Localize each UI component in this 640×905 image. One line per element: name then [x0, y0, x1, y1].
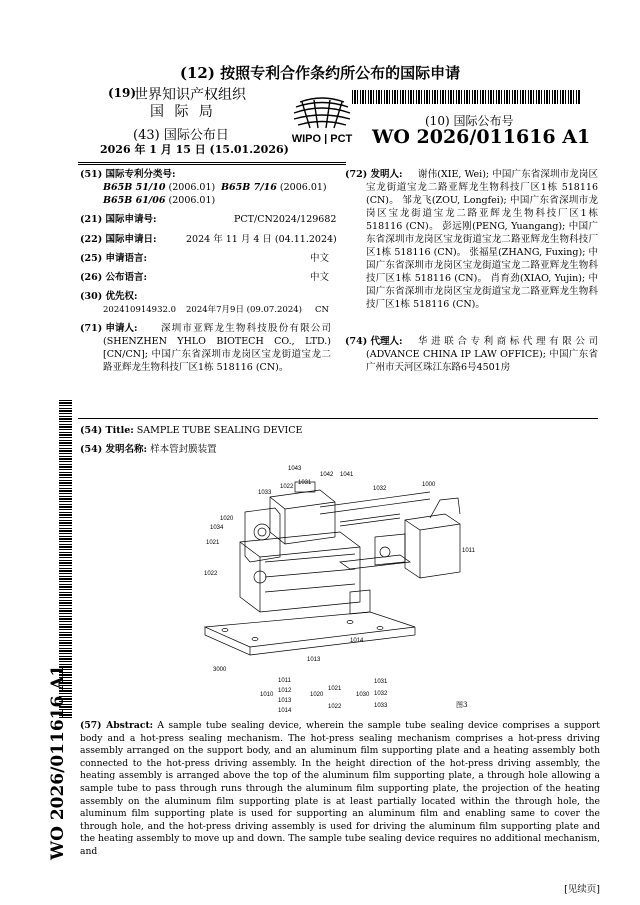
f26-label: (26) 公布语言:	[80, 272, 148, 283]
abstract	[80, 720, 600, 859]
rule-title	[78, 418, 598, 419]
f26-value: 中文	[310, 272, 330, 283]
support-body	[240, 532, 360, 612]
fig-label-1032: 1032	[373, 486, 387, 492]
legend-1030: 1030	[356, 692, 370, 698]
abstract-text: A sample tube sealing device, wherein the sample tube sealing device comprises a support body and a hot-press sealing mechanism. The hot-press sealing mechanism comprises a hot-press driving assembly arranged on the support body, and an aluminum film supporting plate and a heating assembly both connected to the hot-press driving assembly. In the height direction of the hot-press driving assembly, the heating assembly is arranged above the top of the aluminum film supporting plate, a through hole allowing a sample tube to pass through runs through the aluminum film supporting plate, the projection of the heating assembly on the aluminum film supporting plate is at least partially located within the through hole, the aluminum film supporting plate is used for supporting an aluminum film and enabling same to cover the through hole, and the hot-press driving assembly is used for driving the aluminum film supporting plate and the heating assembly to move up and down. The sample tube sealing device requires no additional mechanism, and	[80, 720, 601, 857]
fig-label-1013: 1013	[307, 657, 321, 662]
org-bureau: 国 际 局	[150, 104, 216, 120]
f51-c3: B65B 61/06	[103, 195, 166, 206]
fig-label-1014: 1014	[350, 638, 364, 644]
f54-cn-value: 样本管封膜装置	[150, 444, 217, 455]
f74-text: 华进联合专利商标代理有限公司 (ADVANCE CHINA IP LAW OFFICE); 中国广东省广州市天河区珠江东路6号4501房	[366, 336, 598, 373]
f22-label: (22) 国际申请日:	[80, 234, 157, 245]
f21-label: (21) 国际申请号:	[80, 214, 157, 225]
fig-label-1042: 1042	[320, 472, 334, 478]
fig-label-1031: 1031	[298, 480, 312, 486]
rule-left-2	[78, 164, 346, 165]
f30-cc: CN	[315, 305, 329, 315]
f51-c1: B65B 51/10	[103, 182, 166, 193]
f74-label: (74) 代理人:	[345, 336, 403, 347]
fig-label-1043: 1043	[288, 466, 302, 472]
fig-label-1000: 1000	[422, 482, 436, 488]
vertical-pubno: WO 2026/011616 A1	[48, 664, 68, 860]
fig-label-3000: 3000	[213, 667, 227, 673]
f51-c2: B65B 7/16	[221, 182, 277, 193]
f25-value: 中文	[310, 253, 330, 264]
fig-label-1020: 1020	[220, 516, 234, 522]
f30-no: 202410914932.0	[103, 305, 177, 315]
org-name: 世界知识产权组织	[134, 87, 246, 103]
device-drawing	[200, 462, 500, 662]
f72-label: (72) 发明人:	[345, 169, 403, 180]
f51-c3y: (2006.01)	[168, 195, 216, 206]
fig-label-1022-top: 1033	[258, 490, 272, 496]
f54-en-value: SAMPLE TUBE SEALING DEVICE	[136, 425, 303, 436]
pubdate-value: 2026 年 1 月 15 日 (15.01.2026)	[100, 143, 289, 156]
legend-1020-items: 1021 1022	[328, 686, 342, 710]
f25-label: (25) 申请语言:	[80, 253, 148, 264]
f54-cn-label: (54) 发明名称:	[80, 444, 148, 455]
legend-1010: 1010	[260, 692, 274, 698]
fig-label-1011: 1011	[462, 548, 475, 554]
fig-label-1021: 1021	[206, 540, 220, 546]
fig-label-1022: 1022	[204, 571, 218, 577]
pubno-label: (10) 国际公布号	[425, 114, 514, 128]
fig-label-1041: 1041	[340, 472, 354, 478]
rule-left	[78, 162, 346, 163]
legend-1010-items: 1011 1012 1013 1014	[278, 678, 292, 714]
f71-label: (71) 申请人:	[80, 323, 138, 334]
org-number: (19)	[108, 86, 137, 100]
f30-date: 2024年7月9日 (09.07.2024)	[186, 305, 302, 315]
f54-en-label: (54) Title:	[80, 425, 134, 436]
fig-number: 图3	[456, 701, 468, 709]
f71-text: 深圳市亚辉龙生物科技股份有限公司(SHENZHEN YHLO BIOTECH CO., LTD.) [CN/CN]; 中国广东省深圳市龙岗区宝龙街道宝龙二路亚辉龙生物科技厂区1栋 518116 (CN)。	[103, 323, 331, 373]
legend-1020: 1020	[310, 692, 324, 698]
f51-label: (51) 国际专利分类号:	[80, 169, 176, 180]
abstract-label: (57) Abstract:	[80, 720, 154, 731]
wipo-text: WIPO | PCT	[291, 133, 353, 144]
page-title: (12) 按照专利合作条约所公布的国际申请	[179, 64, 461, 82]
f51-c2y: (2006.01)	[279, 182, 327, 193]
pubno-value: WO 2026/011616 A1	[372, 126, 591, 148]
f22-value: 2024 年 11 月 4 日 (04.11.2024)	[186, 234, 337, 245]
legend-1030-items: 1031 1032 1033	[374, 679, 388, 709]
f30-label: (30) 优先权:	[80, 291, 138, 302]
f72-text: 谢伟(XIE, Wei); 中国广东省深圳市龙岗区宝龙街道宝龙二路亚辉龙生物科技厂区1栋 518116 (CN)。 邹龙飞(ZOU, Longfei); 中国广东省深圳市龙岗区宝龙街道宝龙二路亚辉龙生物科技厂区1栋 518116 (CN)。 彭远刚(PENG, Yuangang); 中国广东省深圳市龙岗区宝龙街道宝龙二路亚辉龙生物科技厂区1栋 518116 (CN)。 张福星(ZHANG, Fuxing); 中国广东省深圳市龙岗区宝龙街道宝龙二路亚辉龙生物科技厂区1栋 518116 (CN)。 肖育劲(XIAO, Yujin); 中国广东省深圳市龙岗区宝龙街道宝龙二路亚辉龙生物科技厂区1栋 518116 (CN)。	[366, 169, 598, 310]
base-plate	[205, 612, 415, 647]
pubdate-label: (43) 国际公布日	[133, 128, 229, 143]
f21-value: PCT/CN2024/129682	[234, 214, 337, 225]
f51-c1y: (2006.01)	[168, 182, 216, 193]
barcode-top	[352, 90, 580, 104]
fig-label-1034: 1034	[210, 525, 224, 531]
continue-note: [见续页]	[564, 884, 600, 895]
fig-label-1033: 1022	[280, 484, 294, 490]
motor	[405, 514, 460, 578]
